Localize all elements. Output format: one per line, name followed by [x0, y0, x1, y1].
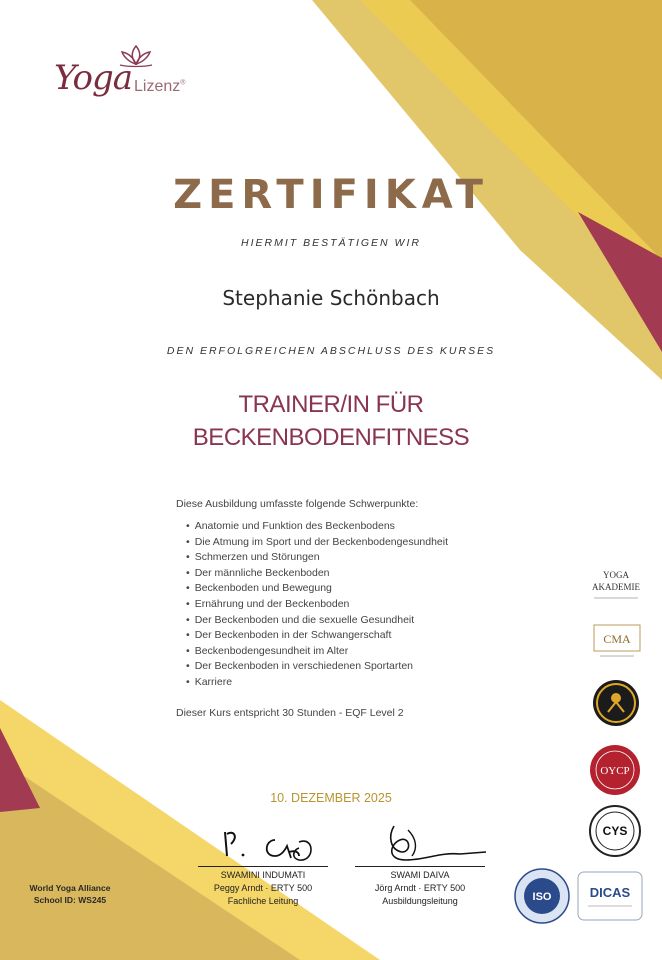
course-title-line2: BECKENBODENFITNESS	[192, 424, 470, 451]
badge-dicas: DICAS	[589, 885, 631, 900]
course-hours: Dieser Kurs entspricht 30 Stunden - EQF Level 2	[176, 707, 404, 719]
list-item: • Die Atmung im Sport und der Beckenbodengesundheit	[186, 535, 448, 551]
badge-cys: CYS	[602, 824, 628, 838]
confirm-line: HIERMIT BESTÄTIGEN WIR	[241, 237, 421, 249]
school-id-block	[20, 882, 120, 906]
signature-block-1	[178, 822, 348, 908]
signature-name-1: Peggy Arndt · ERTY 500	[213, 883, 313, 893]
badge-iso: ISO	[532, 891, 552, 903]
yoga-akademie-badge	[584, 566, 648, 610]
signature-role-2: Ausbildungsleitung	[382, 896, 458, 906]
list-item: • Schmerzen und Störungen	[186, 550, 448, 566]
certificate-date: 10. DEZEMBER 2025	[270, 791, 392, 805]
list-item: • Der Beckenboden und die sexuelle Gesundheit	[186, 613, 448, 629]
badge-yoga: YOGA	[603, 570, 629, 580]
signature-title-1: SWAMINI INDUMATI	[220, 870, 306, 880]
list-item: • Anatomie und Funktion des Beckenbodens	[186, 519, 448, 535]
signature-image-2	[350, 822, 490, 866]
yoga-lizenz-logo	[50, 40, 220, 120]
school-line-1: World Yoga Alliance	[29, 883, 111, 893]
logo-word-lizenz: Lizenz®	[134, 78, 186, 95]
signature-image-1	[203, 822, 323, 866]
logo-word-yoga: Yoga	[54, 58, 132, 98]
list-item: • Der Beckenboden in der Schwangerschaft	[186, 628, 448, 644]
signature-role-1: Fachliche Leitung	[227, 896, 299, 906]
gesund-badge	[591, 678, 641, 728]
list-item: • Beckenbodengesundheit im Alter	[186, 644, 448, 660]
cys-badge	[588, 804, 642, 858]
list-item: • Beckenboden und Bewegung	[186, 581, 448, 597]
topics-intro: Diese Ausbildung umfasste folgende Schwerpunkte:	[176, 498, 419, 510]
badge-akademie: AKADEMIE	[592, 582, 640, 592]
topics-list	[186, 519, 448, 691]
course-title-line1: TRAINER/IN FÜR	[238, 391, 424, 418]
signature-name-2: Jörg Arndt · ERTY 500	[374, 883, 466, 893]
list-item: • Der Beckenboden in verschiedenen Sportarten	[186, 659, 448, 675]
list-item: • Karriere	[186, 675, 448, 691]
iso-badge	[512, 866, 576, 926]
badge-oycp: OYCP	[600, 765, 630, 777]
signature-block-2	[335, 822, 505, 908]
list-item: • Der männliche Beckenboden	[186, 566, 448, 582]
school-line-2: School ID: WS245	[33, 895, 107, 905]
certificate-title: ZERTIFIKAT	[173, 172, 489, 218]
signature-title-2: SWAMI DAIVA	[390, 870, 450, 880]
oycp-badge	[588, 743, 642, 797]
list-item: • Ernährung und der Beckenboden	[186, 597, 448, 613]
cma-badge	[590, 620, 644, 660]
dicas-badge	[576, 870, 644, 922]
recipient-name: Stephanie Schönbach	[222, 286, 440, 310]
badge-cma: CMA	[603, 632, 631, 646]
completion-line: DEN ERFOLGREICHEN ABSCHLUSS DES KURSES	[166, 345, 496, 357]
